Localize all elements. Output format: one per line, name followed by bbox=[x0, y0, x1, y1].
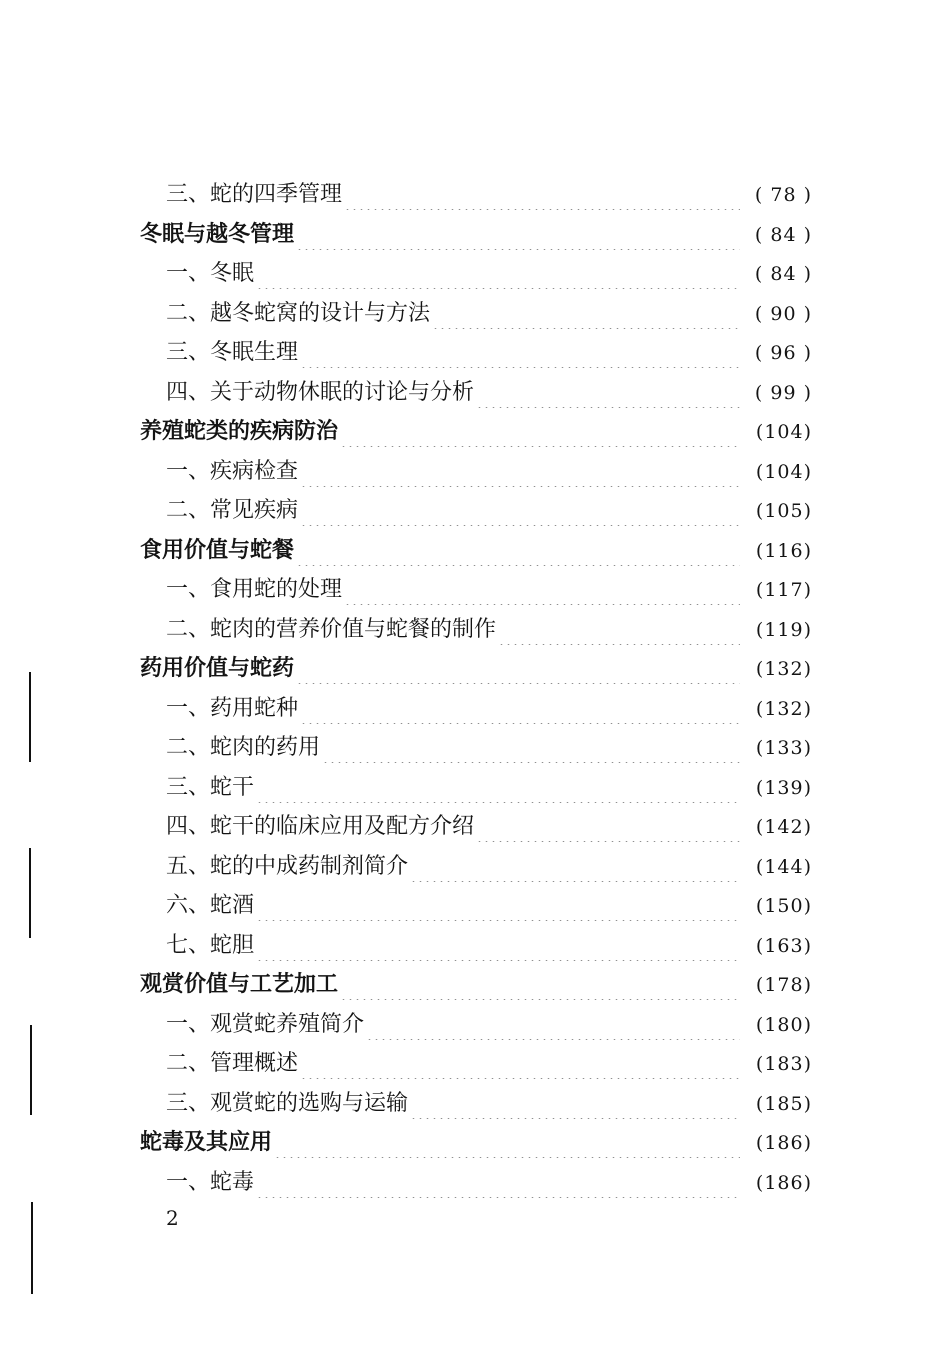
toc-entry bbox=[166, 180, 812, 210]
dot-leader bbox=[498, 615, 740, 645]
toc-chapter-title: 养殖蛇类的疾病防治 bbox=[140, 419, 339, 444]
dot-leader bbox=[410, 852, 740, 882]
dot-leader bbox=[296, 220, 740, 250]
toc-entry bbox=[166, 1089, 812, 1119]
toc-entry-page: ( 99 ) bbox=[754, 382, 812, 404]
toc-entry-page: (116) bbox=[755, 540, 812, 562]
dot-leader bbox=[300, 338, 740, 368]
toc-entry bbox=[166, 378, 812, 408]
dot-leader bbox=[300, 457, 740, 487]
toc-entry bbox=[166, 338, 812, 368]
toc-chapter-title: 药用价值与蛇药 bbox=[140, 656, 295, 681]
dot-leader bbox=[410, 1089, 740, 1119]
dot-leader bbox=[432, 299, 740, 329]
toc-entry-page: (132) bbox=[755, 658, 812, 680]
scan-margin-mark bbox=[29, 848, 31, 938]
dot-leader bbox=[300, 496, 740, 526]
toc-entry bbox=[166, 852, 812, 882]
toc-entry-page: (186) bbox=[755, 1172, 812, 1194]
toc-entry bbox=[166, 299, 812, 329]
toc-entry-title: 一、疾病检查 bbox=[166, 459, 299, 484]
toc-entry-page: (119) bbox=[755, 619, 812, 641]
toc-entry bbox=[166, 773, 812, 803]
toc-entry-title: 四、蛇干的临床应用及配方介绍 bbox=[166, 814, 475, 839]
toc-entry-page: (104) bbox=[755, 461, 812, 483]
dot-leader bbox=[344, 575, 740, 605]
dot-leader bbox=[256, 1168, 740, 1198]
dot-leader bbox=[476, 378, 740, 408]
toc-entry bbox=[166, 575, 812, 605]
toc-entry-page: (150) bbox=[755, 895, 812, 917]
toc-entry bbox=[166, 1049, 812, 1079]
dot-leader bbox=[274, 1128, 740, 1158]
toc-entry-title: 七、蛇胆 bbox=[166, 933, 255, 958]
toc-entry-title: 六、蛇酒 bbox=[166, 893, 255, 918]
toc-entry bbox=[166, 891, 812, 921]
toc-entry-title: 一、冬眠 bbox=[166, 261, 255, 286]
dot-leader bbox=[296, 654, 740, 684]
toc-entry bbox=[166, 457, 812, 487]
toc-chapter-title: 食用价值与蛇餐 bbox=[140, 538, 295, 563]
toc-entry-page: (133) bbox=[755, 737, 812, 759]
toc-entry-page: (186) bbox=[755, 1132, 812, 1154]
toc-entry-title: 一、药用蛇种 bbox=[166, 696, 299, 721]
toc-chapter-entry bbox=[140, 970, 812, 1000]
toc-entry-title: 二、常见疾病 bbox=[166, 498, 299, 523]
toc-entry-page: ( 96 ) bbox=[754, 342, 812, 364]
toc-entry-title: 二、管理概述 bbox=[166, 1051, 299, 1076]
dot-leader bbox=[300, 1049, 740, 1079]
toc-chapter-title: 冬眠与越冬管理 bbox=[140, 222, 295, 247]
dot-leader bbox=[256, 931, 740, 961]
toc-entry-page: (104) bbox=[755, 421, 812, 443]
toc-entry-title: 五、蛇的中成药制剂简介 bbox=[166, 854, 409, 879]
dot-leader bbox=[300, 694, 740, 724]
dot-leader bbox=[256, 773, 740, 803]
toc-entry bbox=[166, 615, 812, 645]
toc-entry bbox=[166, 931, 812, 961]
toc-entry-page: ( 90 ) bbox=[754, 303, 812, 325]
toc-entry-page: ( 84 ) bbox=[754, 224, 812, 246]
toc-entry-title: 四、关于动物休眠的讨论与分析 bbox=[166, 380, 475, 405]
dot-leader bbox=[256, 891, 740, 921]
toc-entry-page: (183) bbox=[755, 1053, 812, 1075]
toc-entry-page: (139) bbox=[755, 777, 812, 799]
dot-leader bbox=[322, 733, 740, 763]
dot-leader bbox=[366, 1010, 740, 1040]
toc-entry-title: 一、蛇毒 bbox=[166, 1170, 255, 1195]
scan-margin-mark bbox=[31, 1202, 33, 1294]
dot-leader bbox=[256, 259, 740, 289]
toc-entry bbox=[166, 1010, 812, 1040]
toc-entry-page: (178) bbox=[755, 974, 812, 996]
toc-entry-page: (132) bbox=[755, 698, 812, 720]
toc-chapter-title: 蛇毒及其应用 bbox=[140, 1130, 273, 1155]
toc-entry-page: (117) bbox=[755, 579, 812, 601]
toc-entry bbox=[166, 694, 812, 724]
toc-entry-title: 二、蛇肉的营养价值与蛇餐的制作 bbox=[166, 617, 497, 642]
dot-leader bbox=[340, 970, 740, 1000]
toc-entry-page: (185) bbox=[755, 1093, 812, 1115]
toc-entry bbox=[166, 1168, 812, 1198]
toc-entry-title: 三、冬眠生理 bbox=[166, 340, 299, 365]
page-number: 2 bbox=[166, 1206, 179, 1230]
toc-entry bbox=[166, 496, 812, 526]
toc-entry-title: 三、蛇的四季管理 bbox=[166, 182, 343, 207]
toc-entry-title: 三、蛇干 bbox=[166, 775, 255, 800]
toc-entry bbox=[166, 812, 812, 842]
toc-entry-page: (105) bbox=[755, 500, 812, 522]
toc-entry-page: ( 78 ) bbox=[754, 184, 812, 206]
toc-entry-page: ( 84 ) bbox=[754, 263, 812, 285]
toc-chapter-entry bbox=[140, 1128, 812, 1158]
toc-entry-page: (142) bbox=[755, 816, 812, 838]
toc-chapter-entry bbox=[140, 417, 812, 447]
toc-entry-page: (144) bbox=[755, 856, 812, 878]
toc-entry-title: 一、观赏蛇养殖简介 bbox=[166, 1012, 365, 1037]
dot-leader bbox=[344, 180, 740, 210]
toc-entry-title: 三、观赏蛇的选购与运输 bbox=[166, 1091, 409, 1116]
toc-entry-page: (163) bbox=[755, 935, 812, 957]
toc-entry-title: 二、蛇肉的药用 bbox=[166, 735, 321, 760]
toc-entry-title: 二、越冬蛇窝的设计与方法 bbox=[166, 301, 431, 326]
scan-margin-mark bbox=[29, 672, 31, 762]
scan-margin-mark bbox=[30, 1025, 32, 1115]
dot-leader bbox=[296, 536, 740, 566]
toc-chapter-title: 观赏价值与工艺加工 bbox=[140, 972, 339, 997]
toc-entry bbox=[166, 259, 812, 289]
toc-entry-page: (180) bbox=[755, 1014, 812, 1036]
dot-leader bbox=[340, 417, 740, 447]
toc-entry bbox=[166, 733, 812, 763]
toc-chapter-entry bbox=[140, 536, 812, 566]
toc-chapter-entry bbox=[140, 220, 812, 250]
toc-entry-title: 一、食用蛇的处理 bbox=[166, 577, 343, 602]
dot-leader bbox=[476, 812, 740, 842]
toc-chapter-entry bbox=[140, 654, 812, 684]
